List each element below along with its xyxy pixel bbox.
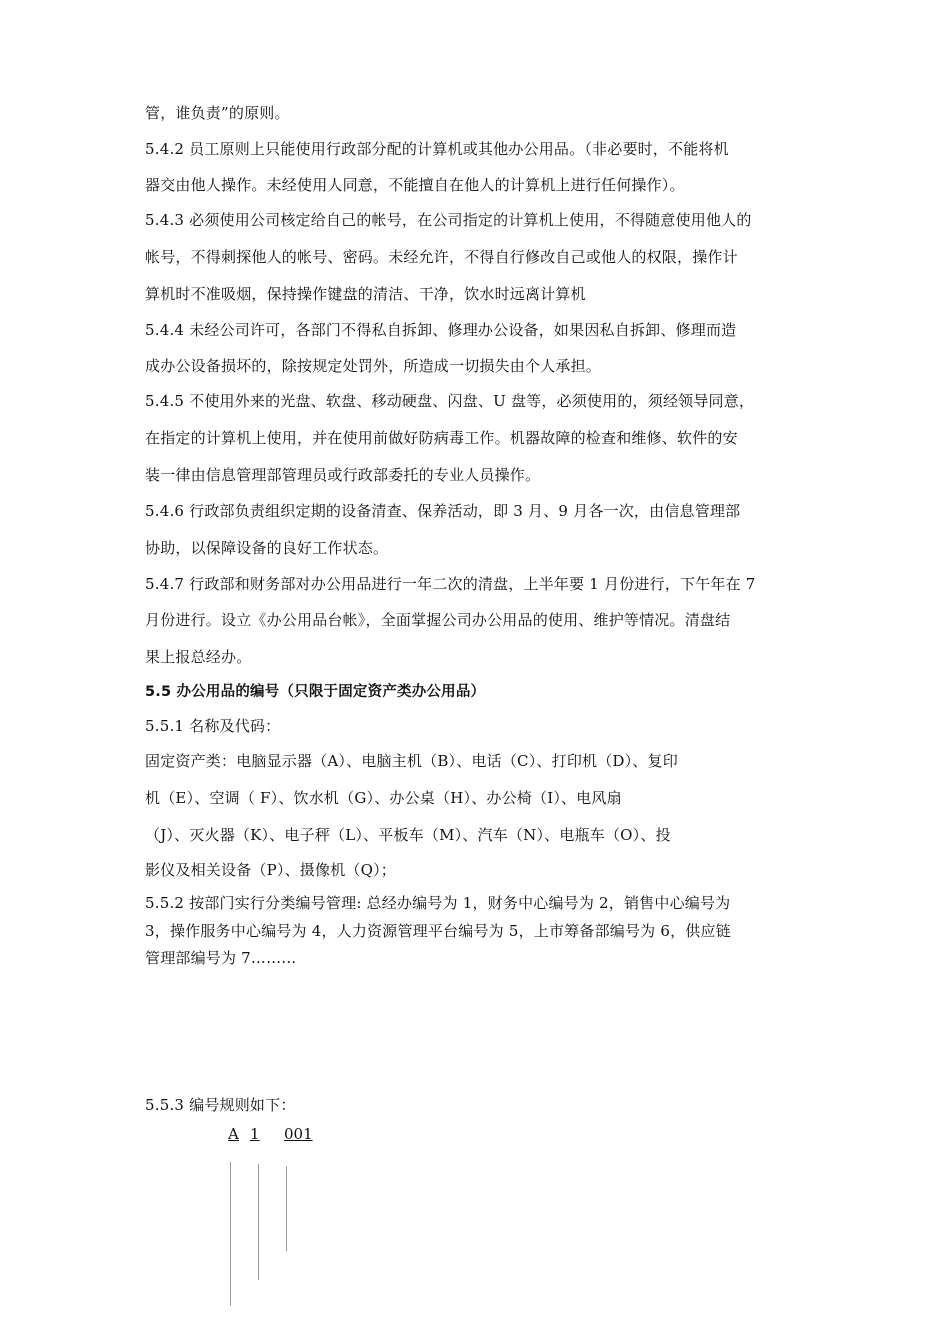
- text-line: 帐号，不得刺探他人的帐号、密码。未经允许，不得自行修改自己或他人的权限，操作计: [145, 248, 738, 266]
- text-line: 5.4.3 必须使用公司核定给自己的帐号，在公司指定的计算机上使用，不得随意使用他人的: [145, 211, 752, 229]
- section-heading: 5.5 办公用品的编号（只限于固定资产类办公用品）: [145, 684, 486, 700]
- code-category: A: [228, 1125, 239, 1143]
- text-line: 5.4.7 行政部和财务部对办公用品进行一年二次的清盘，上半年要 1 月份进行，下午年在 7: [145, 575, 756, 593]
- text-line: 5.5.3 编号规则如下：: [145, 1096, 296, 1114]
- text-line: 月份进行。设立《办公用品台帐》，全面掌握公司办公用品的使用、维护等情况。清盘结: [145, 611, 731, 629]
- text-line: 影仪及相关设备（P）、摄像机（Q）；: [145, 861, 396, 879]
- text-line: 机（E）、空调（ F）、饮水机（G）、办公桌（H）、办公椅（I）、电风扇: [145, 789, 622, 807]
- text-line: 5.5.2 按部门实行分类编号管理: 总经办编号为 1，财务中心编号为 2，销售中心编号为: [145, 894, 731, 912]
- text-line: 5.4.5 不使用外来的光盘、软盘、移动硬盘、闪盘、U 盘等，必须使用的，须经领导同意，: [145, 392, 755, 410]
- code-serial: 001: [284, 1125, 313, 1143]
- text-line: 管理部编号为 7………: [145, 949, 297, 967]
- text-line: 管，谁负责”的原则。: [145, 104, 290, 122]
- text-line: 3，操作服务中心编号为 4，人力资源管理平台编号为 5，上市筹备部编号为 6，供应链: [145, 922, 731, 940]
- code-category-connector: [230, 1162, 231, 1306]
- text-line: 5.5.1 名称及代码：: [145, 717, 281, 735]
- text-line: 果上报总经办。: [145, 648, 252, 666]
- text-line: 5.4.2 员工原则上只能使用行政部分配的计算机或其他办公用品。（非必要时，不能将机: [145, 140, 729, 158]
- text-line: 器交由他人操作。未经使用人同意，不能擅自在他人的计算机上进行任何操作）。: [145, 176, 685, 194]
- text-line: 在指定的计算机上使用，并在使用前做好防病毒工作。机器故障的检查和维修、软件的安: [145, 429, 738, 447]
- text-line: 装一律由信息管理部管理员或行政部委托的专业人员操作。: [145, 466, 541, 484]
- text-line: 算机时不准吸烟，保持操作键盘的清洁、干净，饮水时远离计算机: [145, 285, 586, 303]
- text-line: 5.4.4 未经公司许可，各部门不得私自拆卸、修理办公设备，如果因私自拆卸、修理而造: [145, 321, 737, 339]
- code-department: 1: [250, 1125, 260, 1143]
- text-line: 成办公设备损坏的，除按规定处罚外，所造成一切损失由个人承担。: [145, 357, 602, 375]
- code-department-connector: [258, 1164, 259, 1280]
- code-serial-connector: [286, 1166, 287, 1251]
- text-line: 固定资产类：电脑显示器（A）、电脑主机（B）、电话（C）、打印机（D）、复印: [145, 752, 678, 770]
- text-line: 5.4.6 行政部负责组织定期的设备清查、保养活动，即 3 月、9 月各一次，由信息管理部: [145, 502, 741, 520]
- text-line: （J）、灭火器（K）、电子秤（L）、平板车（M）、汽车（N）、电瓶车（O）、投: [145, 826, 671, 844]
- text-line: 协助，以保障设备的良好工作状态。: [145, 539, 389, 557]
